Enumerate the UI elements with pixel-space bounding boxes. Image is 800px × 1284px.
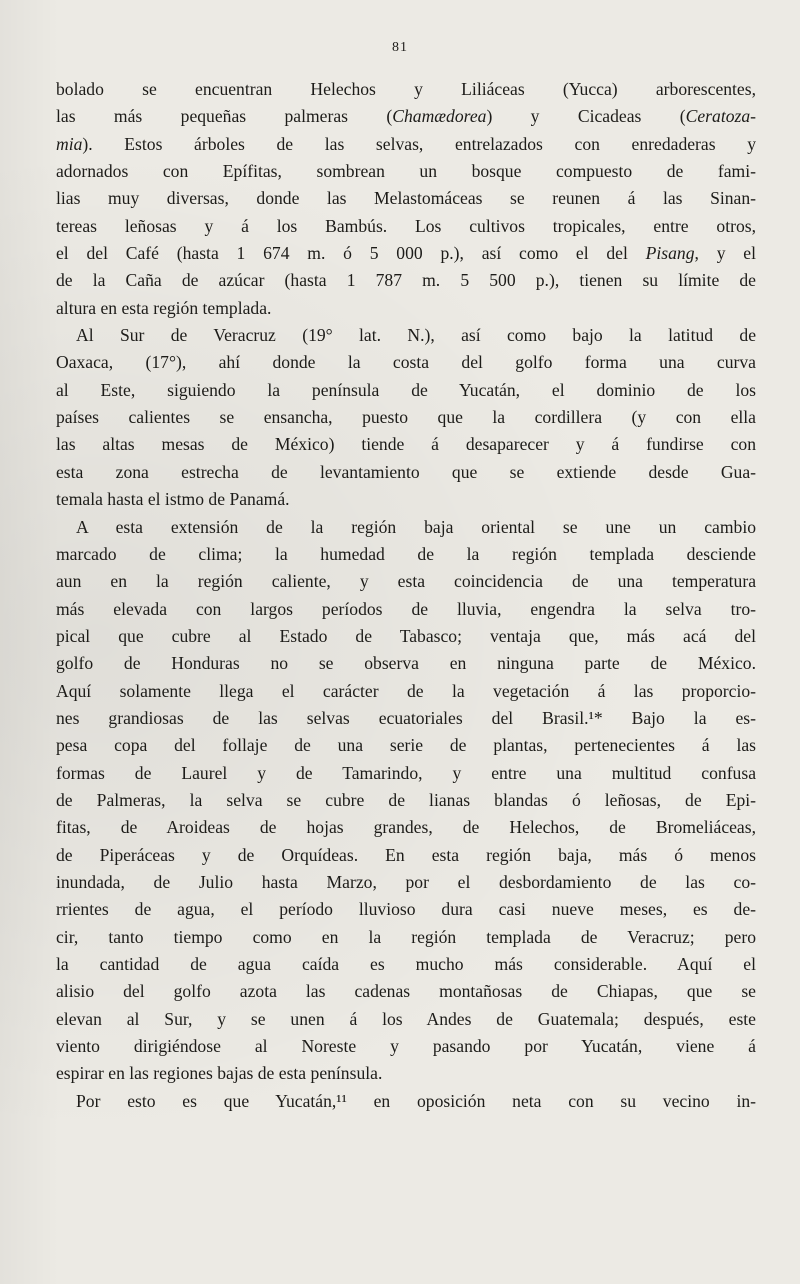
text-line: marcado de clima; la humedad de la región templada desciende bbox=[56, 543, 756, 564]
text-line: esta zona estrecha de levantamiento que se extiende desde Gua- bbox=[56, 461, 756, 482]
text-fragment: , y el bbox=[694, 243, 756, 264]
text-line: Al Sur de Veracruz (19° lat. N.), así como bajo la latitud de bbox=[76, 325, 756, 346]
text-line: pesa copa del follaje de una serie de plantas, pertenecientes á las bbox=[56, 735, 756, 756]
text-line: viento dirigiéndose al Noreste y pasando por Yucatán, viene á bbox=[56, 1036, 756, 1057]
text-line: Aquí solamente llega el carácter de la vegetación á las proporcio- bbox=[56, 680, 756, 701]
text-line: cir, tanto tiempo como en la región templada de Veracruz; pero bbox=[56, 926, 756, 947]
text-line: rrientes de agua, el período lluvioso dura casi nueve meses, es de- bbox=[56, 899, 756, 920]
text-line: de la Caña de azúcar (hasta 1 787 m. 5 500 p.), tienen su límite de bbox=[56, 270, 756, 291]
text-line bbox=[56, 131, 756, 158]
text-line: golfo de Honduras no se observa en ninguna parte de México. bbox=[56, 653, 756, 674]
text-line: temala hasta el istmo de Panamá. bbox=[56, 489, 290, 510]
text-line: alisio del golfo azota las cadenas montañosas de Chiapas, que se bbox=[56, 981, 756, 1002]
text-line: altura en esta región templada. bbox=[56, 297, 272, 318]
text-line: elevan al Sur, y se unen á los Andes de Guatemala; después, este bbox=[56, 1008, 756, 1029]
text-line: pical que cubre al Estado de Tabasco; ventaja que, más acá del bbox=[56, 625, 756, 646]
text-line: de Piperáceas y de Orquídeas. En esta región baja, más ó menos bbox=[56, 844, 756, 865]
text-line: de Palmeras, la selva se cubre de lianas blandas ó leñosas, de Epi- bbox=[56, 789, 756, 810]
text-fragment: las más pequeñas palmeras ( bbox=[56, 106, 393, 127]
text-line: la cantidad de agua caída es mucho más considerable. Aquí el bbox=[56, 954, 756, 974]
text-line: bolado se encuentran Helechos y Liliáceas (Yucca) arborescentes, bbox=[56, 79, 756, 99]
text-line: tereas leñosas y á los Bambús. Los cultivos tropicales, entre otros, bbox=[56, 215, 756, 236]
text-line: más elevada con largos períodos de lluvia, engendra la selva tro- bbox=[56, 598, 756, 619]
italic-term: Pisang bbox=[645, 243, 695, 264]
text-line: inundada, de Julio hasta Marzo, por el desbordamiento de las co- bbox=[56, 871, 756, 892]
text-line: las altas mesas de México) tiende á desaparecer y á fundirse con bbox=[56, 434, 756, 455]
text-fragment: el del Café (hasta 1 674 m. ó 5 000 p.), así como el del bbox=[56, 243, 646, 264]
page-number: 81 bbox=[392, 40, 408, 55]
text-line bbox=[56, 240, 756, 267]
text-line: nes grandiosas de las selvas ecuatoriales del Brasil.¹* Bajo la es- bbox=[56, 707, 756, 728]
text-line: fitas, de Aroideas de hojas grandes, de Helechos, de Bromeliáceas, bbox=[56, 817, 756, 838]
italic-term: Ceratoza- bbox=[685, 106, 756, 127]
italic-term: Chamædorea bbox=[392, 106, 487, 127]
text-line: lias muy diversas, donde las Melastomáceas se reunen á las Sinan- bbox=[56, 188, 756, 209]
text-line bbox=[56, 103, 756, 130]
italic-term: mia bbox=[56, 133, 83, 154]
text-line: adornados con Epífitas, sombrean un bosque compuesto de fami- bbox=[56, 161, 756, 182]
body-text bbox=[56, 76, 756, 1115]
text-fragment: ). Estos árboles de las selvas, entrelazados con enredaderas y bbox=[82, 133, 756, 154]
text-line: Oaxaca, (17°), ahí donde la costa del golfo forma una curva bbox=[56, 352, 756, 373]
text-line: aun en la región caliente, y esta coincidencia de una temperatura bbox=[56, 571, 756, 592]
text-line: al Este, siguiendo la península de Yucatán, el dominio de los bbox=[56, 379, 756, 400]
text-line: espirar en las regiones bajas de esta península. bbox=[56, 1063, 383, 1084]
text-line: formas de Laurel y de Tamarindo, y entre una multitud confusa bbox=[56, 762, 756, 783]
text-fragment: ) y Cicadeas ( bbox=[486, 106, 686, 127]
text-line: Por esto es que Yucatán,¹¹ en oposición neta con su vecino in- bbox=[76, 1090, 756, 1111]
text-line: países calientes se ensancha, puesto que la cordillera (y con ella bbox=[56, 407, 756, 428]
text-line: A esta extensión de la región baja oriental se une un cambio bbox=[76, 516, 756, 537]
